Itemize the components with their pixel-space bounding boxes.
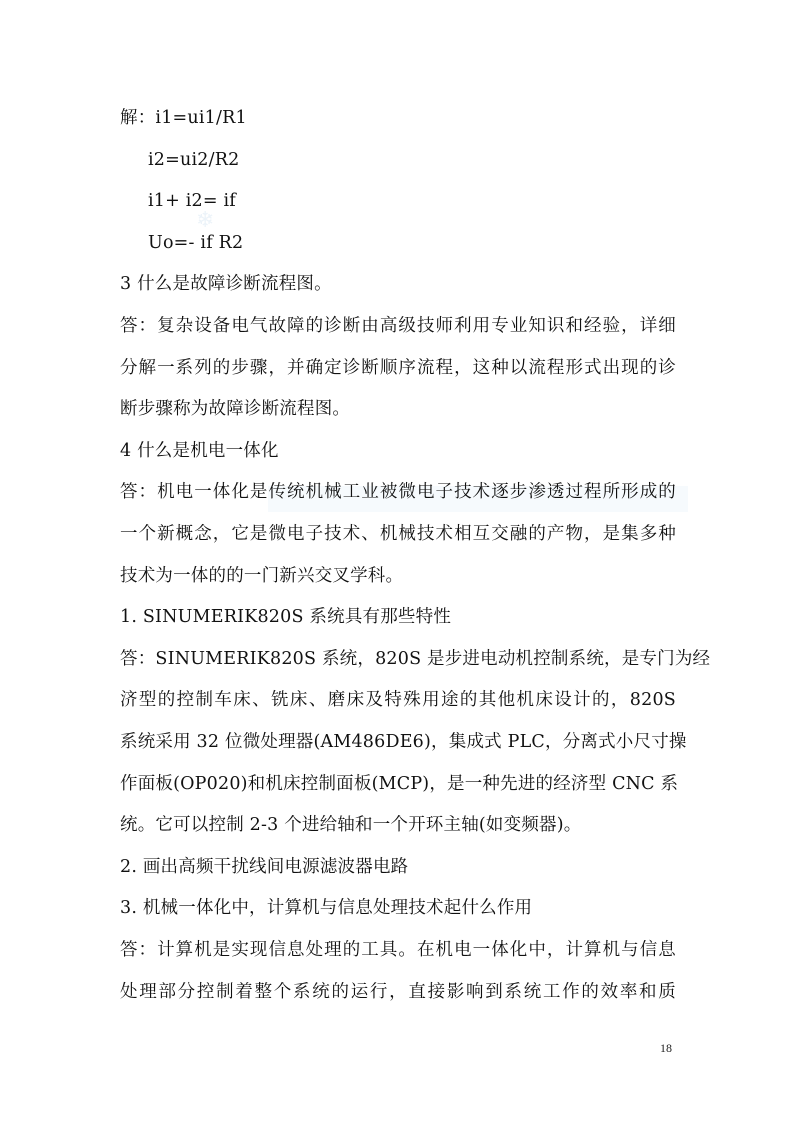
question-heading: 3. 机械一体化中，计算机与信息处理技术起什么作用 (120, 898, 533, 918)
answer-line: 一个新概念，它是微电子技术、机械技术相互交融的产物，是集多种 (120, 524, 676, 544)
formula-line-2: i2=ui2/R2 (148, 150, 240, 170)
answer-line: 答：机电一体化是传统机械工业被微电子技术逐步渗透过程所形成的 (120, 482, 676, 502)
answer-line: 答：复杂设备电气故障的诊断由高级技师利用专业知识和经验，详细 (120, 316, 676, 336)
answer-line: 系统采用 32 位微处理器(AM486DE6)，集成式 PLC，分离式小尺寸操 (120, 732, 687, 752)
question-heading: 1. SINUMERIK820S 系统具有那些特性 (120, 607, 452, 627)
answer-line: 济型的控制车床、铣床、磨床及特殊用途的其他机床设计的，820S (120, 690, 676, 710)
watermark-logo: ❄ (196, 208, 215, 233)
answer-line: 断步骤称为故障诊断流程图。 (120, 399, 351, 419)
answer-line: 答：SINUMERIK820S 系统，820S 是步进电动机控制系统，是专门为经 (120, 649, 711, 669)
answer-line: 分解一系列的步骤，并确定诊断顺序流程，这种以流程形式出现的诊 (120, 358, 676, 378)
question-heading: 3 什么是故障诊断流程图。 (120, 274, 332, 294)
answer-line: 统。它可以控制 2-3 个进给轴和一个开环主轴(如变频器)。 (120, 815, 582, 835)
question-heading: 4 什么是机电一体化 (120, 441, 279, 461)
answer-line: 处理部分控制着整个系统的运行，直接影响到系统工作的效率和质 (120, 982, 676, 1002)
formula-line-3: i1+ i2= if (148, 191, 236, 211)
answer-line: 答：计算机是实现信息处理的工具。在机电一体化中，计算机与信息 (120, 940, 676, 960)
answer-line: 作面板(OP020)和机床控制面板(MCP)，是一种先进的经济型 CNC 系 (120, 774, 679, 794)
question-heading: 2. 画出高频干扰线间电源滤波器电路 (120, 857, 409, 877)
formula-line-4: Uo=- if R2 (148, 233, 244, 253)
answer-line: 技术为一体的的一门新兴交叉学科。 (120, 566, 404, 586)
formula-line-1: 解：i1=ui1/R1 (120, 108, 247, 128)
page-number: 18 (660, 1041, 672, 1055)
